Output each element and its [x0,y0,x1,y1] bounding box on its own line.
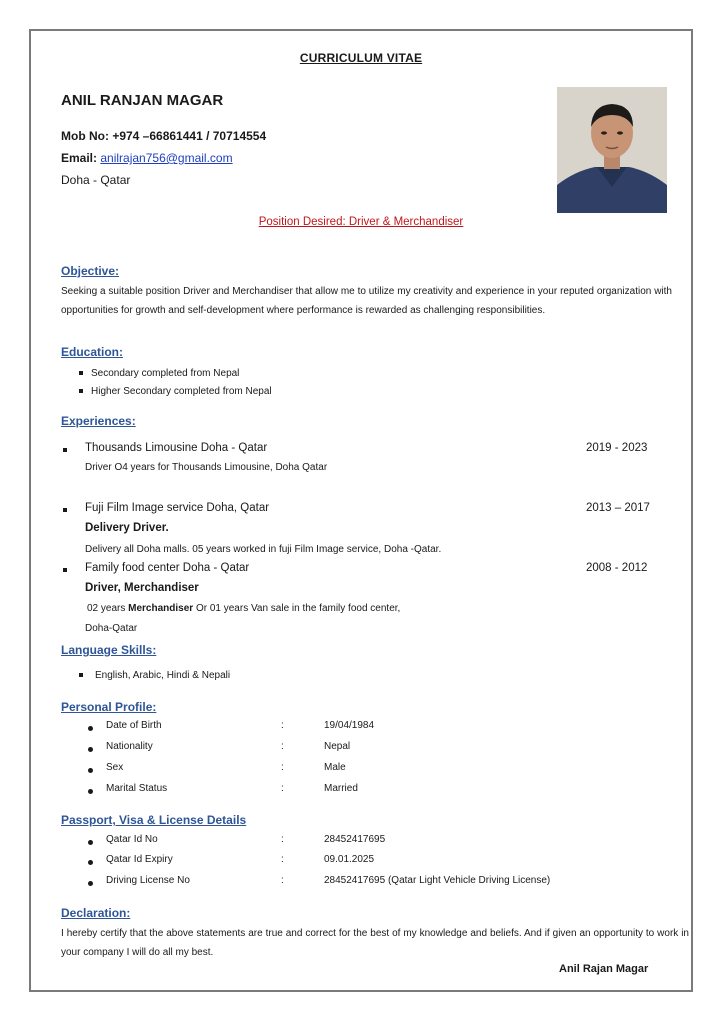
objective-text: Seeking a suitable position Driver and Merchandiser that allow me to utilize my creativity and experience in your reputed organization with opportunities for growth and self-development where performance is rewarded as challenging responsibilities. [61,286,672,316]
experience-role: Delivery Driver. [85,522,169,534]
profile-value: Male [324,762,346,773]
bullet-icon [63,448,67,452]
education-item: Higher Secondary completed from Nepal [91,386,272,397]
email-link[interactable]: anilrajan756@gmail.com [100,151,233,165]
passport-value: 09.01.2025 [324,854,375,865]
bullet-icon [88,840,93,845]
personal-profile-heading: Personal Profile: [61,700,157,714]
passport-label: Qatar Id Expiry [106,854,173,865]
bullet-icon [88,747,93,752]
bullet-icon [79,673,83,677]
language-heading: Language Skills: [61,643,157,657]
profile-label: Sex [106,762,124,773]
profile-label: Date of Birth [106,720,162,731]
passport-label: Driving License No [106,875,190,886]
bullet-icon [63,568,67,572]
description-bold: Merchandiser [128,603,194,614]
experience-company: Thousands Limousine Doha - Qatar [85,442,268,454]
profile-label: Nationality [106,741,153,752]
profile-separator: : [281,783,284,794]
bullet-icon [63,508,67,512]
passport-label: Qatar Id No [106,834,158,845]
experience-period: 2013 – 2017 [586,502,650,514]
bullet-icon [88,860,93,865]
experience-description [87,603,400,614]
profile-value: 19/04/1984 [324,720,375,731]
bullet-icon [88,768,93,773]
list-item [79,386,272,397]
education-item: Secondary completed from Nepal [91,368,240,379]
list-item [79,368,239,379]
experience-period: 2008 - 2012 [586,562,648,574]
experience-role: Driver, Merchandiser [85,582,199,594]
bullet-icon [88,881,93,886]
passport-separator: : [281,854,284,865]
experience-period: 2019 - 2023 [586,442,648,454]
passport-separator: : [281,875,284,886]
experience-description: Driver O4 years for Thousands Limousine, Doha Qatar [85,462,328,473]
profile-value: Married [324,783,358,794]
email-label: Email: [61,151,98,165]
profile-separator: : [281,762,284,773]
description-text: 02 years [87,603,129,614]
experience-description: Delivery all Doha malls. 05 years worked in fuji Film Image service, Doha -Qatar. [85,544,442,555]
experience-company: Fuji Film Image service Doha, Qatar [85,502,270,514]
bullet-icon [88,789,93,794]
education-heading: Education: [61,345,123,359]
language-item: English, Arabic, Hindi & Nepali [95,670,231,681]
passport-value: 28452417695 (Qatar Light Vehicle Driving License) [324,875,551,886]
document-title: CURRICULUM VITAE [299,51,423,65]
location: Doha - Qatar [61,173,131,187]
profile-separator: : [281,741,284,752]
person-portrait-icon [557,87,667,213]
cv-page [29,29,693,992]
bullet-icon [79,389,83,393]
passport-heading: Passport, Visa & License Details [61,813,247,827]
applicant-name: ANIL RANJAN MAGAR [61,92,224,109]
position-desired: Position Desired: Driver & Merchandiser [258,216,464,228]
profile-value: Nepal [324,741,351,752]
profile-label: Marital Status [106,783,168,794]
passport-separator: : [281,834,284,845]
profile-photo [557,87,667,213]
description-text: Or 01 years Van sale in the family food center, [193,603,401,614]
profile-separator: : [281,720,284,731]
passport-value: 28452417695 [324,834,386,845]
experience-company: Family food center Doha - Qatar [85,562,250,574]
mobile-number: Mob No: +974 –66861441 / 70714554 [61,129,267,143]
declaration-heading: Declaration: [61,906,131,920]
experiences-heading: Experiences: [61,414,136,428]
declaration-text: I hereby certify that the above statements are true and correct for the best of my knowledge and beliefs. And if given an opportunity to work in your company I will do all my best. [61,928,689,958]
signature-name: Anil Rajan Magar [559,963,649,975]
experience-location: Doha-Qatar [85,623,138,634]
bullet-icon [79,371,83,375]
bullet-icon [88,726,93,731]
email-line [61,151,233,165]
list-item [79,670,230,681]
objective-heading: Objective: [61,264,120,278]
